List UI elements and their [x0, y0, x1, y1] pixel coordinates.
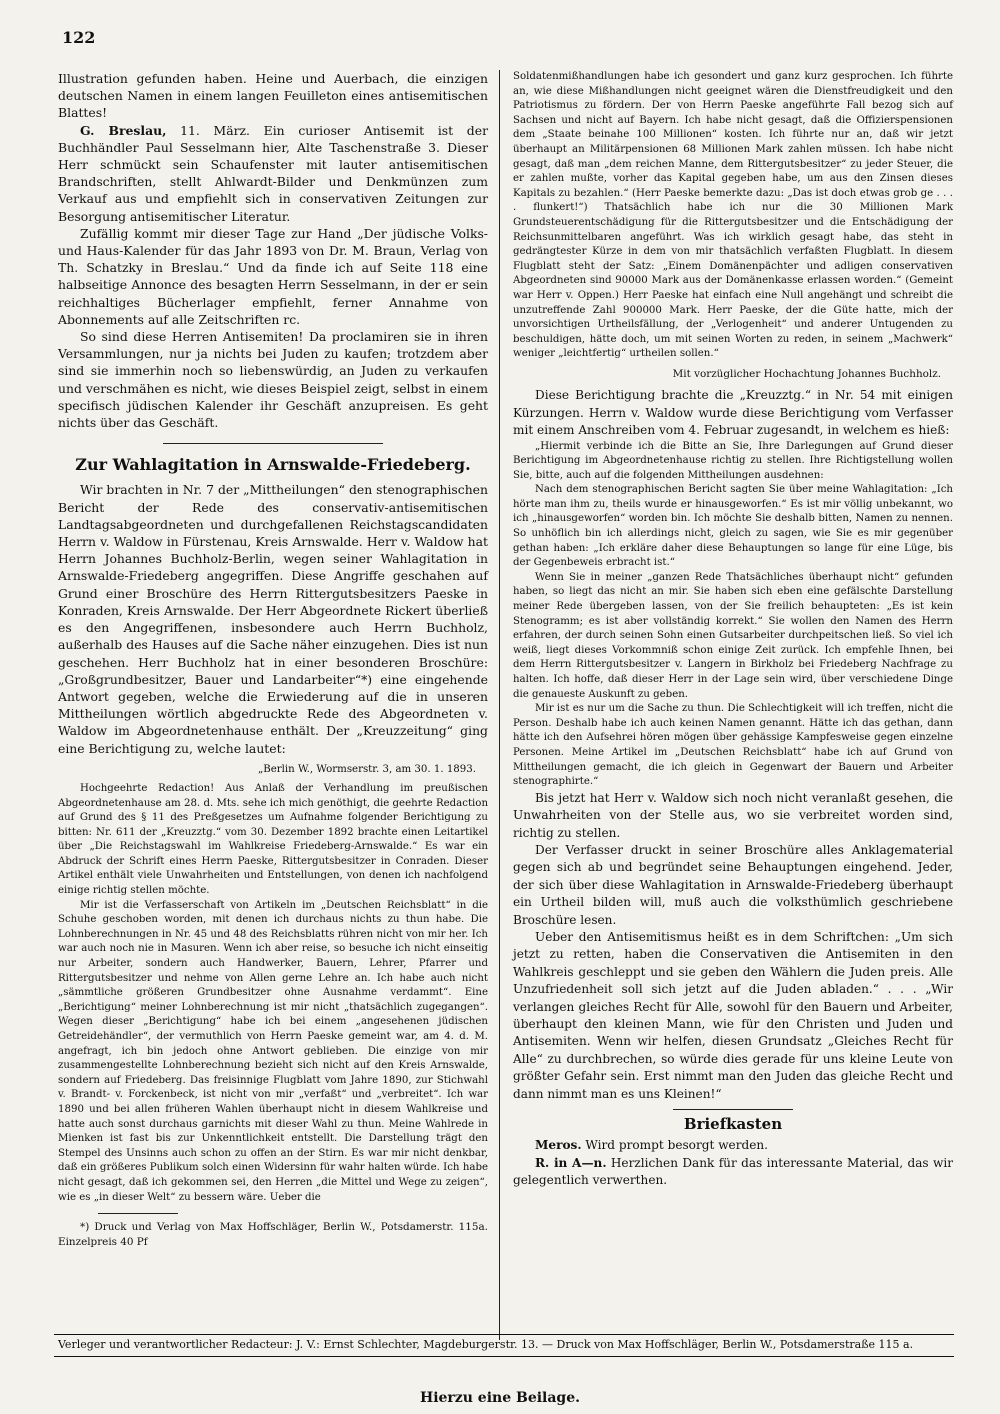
supplement-note: Hierzu eine Beilage.: [419, 1390, 581, 1406]
letter-paragraph: „Hiermit verbinde ich die Bitte an Sie, Ihre Darlegungen auf Grund dieser Berichtigung im Abgeordnetenhause richtig zu stellen. Ihre Richtigstellung wollen Sie, bitte, auch auf die folgenden Mittheilungen ausdehnen:: [513, 440, 953, 481]
letter-paragraph: Soldatenmißhandlungen habe ich gesondert und ganz kurz gesprochen. Ich führte an, wie diese Mißhandlungen nicht geeignet wären die Dienstfreudigkeit und den Patriotismus zu fördern. Der von Herrn Paeske angeführte Fall bezog sich auf Sachsen und nicht auf Bayern. Ich habe nicht gesagt, daß die Offizierspensionen dem „Staate beinahe 100 Millionen“ kosten. Ich führte nur an, daß wir jetzt überhaupt an Militärpensionen 68 Millionen Mark zahlen müssen. Ich habe nicht gesagt, daß man „dem reichen Manne, dem Rittergutsbesitzer“ zu jeder Steuer, die er zahlen mußte, vorher das Kapital gegeben habe, um aus den Zinsen dieses Kapitals zu bezahlen.“ (Herr Paeske bemerkte dazu: „Das ist doch etwas grob ge . . . . flunkert!“) Thatsächlich habe ich nur die 30 Millionen Mark Grundsteuerentschädigung für die Rittergutsbesitzer und die Entschädigung der Reichsunmittelbaren angeführt. Was ich wirklich gesagt habe, das steht in gedrängtester Kürze in dem von mir thatsächlich verfaßten Flugblatt. In diesem Flugblatt steht der Satz: „Einem Domänenpächter und adligen conservativen Abgeordneten sind 90000 Mark aus der Domänenkasse erlassen worden.“ (Gemeint war Herr v. Oppen.) Herr Paeske hat einfach eine Null angehängt und schreibt die unzutreffende Zahl 900000 Mark. Herr Paeske, der die Güte hatte, mich der unvorsichtigen Urtheilsfällung, der „Verlogenheit“ und anderer Untugenden zu beschuldigen, hätte doch, um mit seinen Worten zu reden, in seinem „Machwerk“ weniger „leichtfertig“ urtheilen sollen.“: [513, 71, 953, 360]
section-divider: [163, 443, 383, 444]
paragraph-text: 11. März. Ein curioser Antisemit ist der Buchhändler Paul Sesselmann hier, Alte Taschenstraße 3. Dieser Herr schmückt sein Schaufenster mit lauter antisemitischen Brandschriften, stellt Ahlwardt-Bilder und Denkmünzen zum Verkauf aus und empfiehlt sich in conservativen Zeitungen zur Besorgung antisemitischer Literatur.: [58, 122, 488, 224]
paragraph: Diese Berichtigung brachte die „Kreuzztg.“ in Nr. 54 mit einigen Kürzungen. Herrn v. Waldow wurde diese Berichtigung vom Verfasser mit einem Anschreiben vom 4. Februar zugesandt, in welchem es hieß:: [513, 388, 953, 438]
letter-signature: Mit vorzüglicher Hochachtung Johannes Buchholz.: [672, 367, 941, 380]
article-heading: Zur Wahlagitation in Arnswalde-Friedeberg.: [75, 455, 471, 475]
correspondent-name: Meros.: [535, 1138, 582, 1153]
left-column: [58, 70, 488, 1250]
paragraph: Ueber den Antisemitismus heißt es in dem Schriftchen: „Um sich jetzt zu retten, haben die Conservativen die Antisemiten in den Wahlkreis geschleppt und sie geben den Wählern die Juden preis. Alle Unzufriedenheit soll sich jetzt auf die Juden abladen.“ . . . „Wir verlangen gleiches Recht für Alle, sowohl für den Bauern und Arbeiter, überhaupt den kleinen Mann, wie für den Christen und Juden und Antisemiten. Wenn wir helfen, diesen Grundsatz „Gleiches Recht für Alle“ zu durchbrechen, so würde dies gerade für uns kleine Leute von größter Gefahr sein. Erst nimmt man den Juden das gleiche Recht und dann nimmt man es uns Kleinen!“: [513, 930, 953, 1101]
right-column: [513, 70, 953, 1190]
page-number: 122: [62, 28, 96, 47]
briefkasten-heading: Briefkasten: [683, 1115, 783, 1134]
paragraph: Bis jetzt hat Herr v. Waldow sich noch nicht veranlaßt gesehen, die Unwahrheiten von der Stelle aus, wo sie verbreitet worden sind, richtig zu stellen.: [513, 790, 953, 840]
breslau-paragraph: [58, 122, 488, 225]
footnote-divider: [98, 1213, 178, 1214]
paragraph: So sind diese Herren Antisemiten! Da proclamiren sie in ihren Versammlungen, nur ja nichts bei Juden zu kaufen; trotzdem aber sind sie immerhin noch so liebenswürdig, an Juden zu verkaufen und verschmähen es nicht, wie dieses Beispiel zeigt, selbst in einem specifisch jüdischen Kalender ihr Geschäft anzupreisen. Es geht nichts über das Geschäft.: [58, 329, 488, 431]
imprint: Verleger und verantwortlicher Redacteur: J. V.: Ernst Schlechter, Magdeburgerstr. 13. — Druck von Max Hoffschläger, Berlin W., Potsdamerstraße 115 a.: [58, 1338, 914, 1351]
letter-reply: [513, 1155, 953, 1190]
paragraph: Der Verfasser druckt in seiner Broschüre alles Anklagematerial gegen sich ab und begründet seine Behauptungen eingehend. Jeder, der sich über diese Wahlagitation in Arnswalde-Friedeberg überhaupt ein Urtheil bilden will, muß auch die volksthümlich geschriebene Broschüre lesen.: [513, 842, 953, 927]
letter-reply: [513, 1137, 953, 1154]
reply-text: Herzlichen Dank für das interessante Material, das wir gelegentlich verwerthen.: [513, 1155, 953, 1188]
column-rule: [499, 70, 500, 1340]
letter-paragraph: Nach dem stenographischen Bericht sagten Sie über meine Wahlagitation: „Ich hörte man ihm zu, theils wurde er hinausgeworfen.“ Es ist mir völlig unbekannt, wo ich „hinausgeworfen“ worden bin. Ich möchte Sie deshalb bitten, Namen zu nennen. So unhöflich bin ich allerdings nicht, gleich zu sagen, wie Sie es mir gegenüber gethan haben: „Ich erkläre daher diese Behauptungen so lange für eine Lüge, bis der Gegenbeweis erbracht ist.“: [513, 484, 953, 569]
paragraph: Illustration gefunden haben. Heine und Auerbach, die einzigen deutschen Namen in einem langen Feuilleton eines antisemitischen Blattes!: [58, 71, 488, 121]
footnote: *) Druck und Verlag von Max Hoffschläger, Berlin W., Potsdamerstr. 115a. Einzelpreis 40 Pf: [58, 1221, 488, 1248]
place-dateline: G. Breslau,: [80, 122, 167, 138]
letter-dateline: „Berlin W., Wormserstr. 3, am 30. 1. 1893.: [258, 763, 476, 775]
section-divider: [673, 1109, 793, 1110]
paragraph: Zufällig kommt mir dieser Tage zur Hand „Der jüdische Volks- und Haus-Kalender für das Jahr 1893 von Dr. M. Braun, Verlag von Th. Schatzky in Breslau.“ Und da finde ich auf Seite 118 eine halbseitige Annonce des besagten Herrn Sesselmann, in der er sein reichhaltiges Bücherlager empfiehlt, ferner Annahme von Abonnements auf alle Zeitschriften rc.: [58, 225, 488, 327]
imprint-top-rule: [54, 1334, 954, 1335]
letter-paragraph: Mir ist die Verfasserschaft von Artikeln im „Deutschen Reichsblatt“ in die Schuhe geschoben worden, mit denen ich durchaus nichts zu thun habe. Die Lohnberechnungen in Nr. 45 und 48 des Reichsblatts rühren nicht von mir her. Ich war auch noch nie in Masuren. Wenn ich aber reise, so besuche ich nicht einseitig nur Arbeiter, sondern auch Handwerker, Bauern, Lehrer, Pfarrer und Rittergutsbesitzer und nehme von Allen gerne Lehre an. Ich habe auch nicht „sämmtliche größeren Grundbesitzer ohne Ausnahme verdammt“. Eine „Berichtigung“ meiner Lohnberechnung ist mir nicht „thatsächlich zugegangen“. Wegen dieser „Berichtigung“ habe ich bei einem „angesehenen jüdischen Getreidehändler“, der vermuthlich von Herrn Paeske gemeint war, am 4. d. M. angefragt, ich bin jedoch ohne Antwort geblieben. Die einzige von mir zusammengestellte Lohnberechnung bezieht sich nicht auf den Kreis Arnswalde, sondern auf Friedeberg. Das freisinnige Flugblatt vom Jahre 1890, zur Stichwahl v. Brandt- v. Forckenbeck, ist nicht von mir „verfaßt“ und „verbreitet“. Ich war 1890 und bei allen früheren Wahlen überhaupt nicht in diesem Wahlkreise und hatte auch sonst durchaus garnichts mit dieser Wahl zu thun. Meine Wahlrede in Mienken ist fast bis zur Unkenntlichkeit entstellt. Die Darstellung trägt den Stempel des Unsinns auch schon zu offen an der Stirn. Es war mir nicht denkbar, daß ein größeres Publikum solch einen Widersinn für wahr halten würde. Ich habe nicht gesagt, daß ich gekommen sei, den Herren „die Mittel und Wege zu zeigen“, wie es „in dieser Welt“ zu bessern wäre. Ueber die: [58, 899, 488, 1203]
letter-paragraph: Wenn Sie in meiner „ganzen Rede Thatsächliches überhaupt nicht“ gefunden haben, so liegt das nicht an mir. Sie haben sich eben eine gefälschte Darstellung meiner Rede übergeben lassen, von der Sie freilich behaupteten: „Es ist kein Stenogramm; es ist aber vollständig korrekt.“ Sie wollen den Namen des Herrn erfahren, der durch seinen Sohn einen Gutsarbeiter durchpeitschen ließ. So viel ich weiß, liegt dieses Vorkommniß schon einige Zeit zurück. Ich empfehle Ihnen, bei dem Herrn Rittergutsbesitzer v. Langern in Birkholz bei Friedeberg Nachfrage zu halten. Ich hoffe, daß dieser Herr in der Lage sein wird, über verschiedene Dinge die genaueste Auskunft zu geben.: [513, 571, 953, 700]
letter-paragraph: Mir ist es nur um die Sache zu thun. Die Schlechtigkeit will ich treffen, nicht die Person. Deshalb habe ich auch keinen Namen genannt. Hätte ich das gethan, dann hätte ich den Aufsehrei hören mögen über gehässige Kampfesweise gegen einzelne Personen. Meine Artikel im „Deutschen Reichsblatt“ habe ich auf Grund von Mittheilungen gemacht, die ich gleich in Gegenwart der Bauern und Arbeiter stenographirte.“: [513, 703, 953, 788]
imprint-bottom-rule: [54, 1356, 954, 1357]
letter-paragraph: Hochgeehrte Redaction! Aus Anlaß der Verhandlung im preußischen Abgeordnetenhause am 28. d. Mts. sehe ich mich genöthigt, die geehrte Redaction auf Grund des § 11 des Preßgesetzes um Aufnahme folgender Berichtigung zu bitten: Nr. 611 der „Kreuzztg.“ vom 30. Dezember 1892 brachte einen Leitartikel über „Die Reichstagswahl im Wahlkreise Friedeberg-Arnswalde.“ Es war ein Abdruck der Schrift eines Herrn Paeske, Rittergutsbesitzer in Conraden. Dieser Artikel enthält viele Unwahrheiten und Entstellungen, von denen ich nachfolgend einige richtig stellen möchte.: [58, 782, 488, 897]
paragraph: Wir brachten in Nr. 7 der „Mittheilungen“ den stenographischen Bericht der Rede des conservativ-antisemitischen Landtagsabgeordneten und durchgefallenen Reichstagscandidaten Herrn v. Waldow in Fürstenau, Kreis Arnswalde. Herr v. Waldow hat Herrn Johannes Buchholz-Berlin, wegen seiner Wahlagitation in Arnswalde-Friedeberg angegriffen. Diese Angriffe geschahen auf Grund einer Broschüre des Herrn Rittergutsbesitzers Paeske in Konraden, Kreis Arnswalde. Der Herr Abgeordnete Rickert überließ es den Angegriffenen, insbesondere auch Herrn Buchholz, außerhalb des Hauses auf die Sache näher einzugehen. Dies ist nun geschehen. Herr Buchholz hat in einer besonderen Broschüre: „Großgrundbesitzer, Bauer und Landarbeiter“*) eine eingehende Antwort gegeben, welche die Erwiederung auf die in unseren Mittheilungen wörtlich abgedruckte Rede des Abgeordneten v. Waldow im Abgeordnetenhause enthält. Der „Kreuzzeitung“ ging eine Berichtigung zu, welche lautet:: [58, 482, 488, 756]
correspondent-name: R. in A—n.: [535, 1155, 607, 1170]
reply-text: Wird prompt besorgt werden.: [585, 1138, 769, 1153]
